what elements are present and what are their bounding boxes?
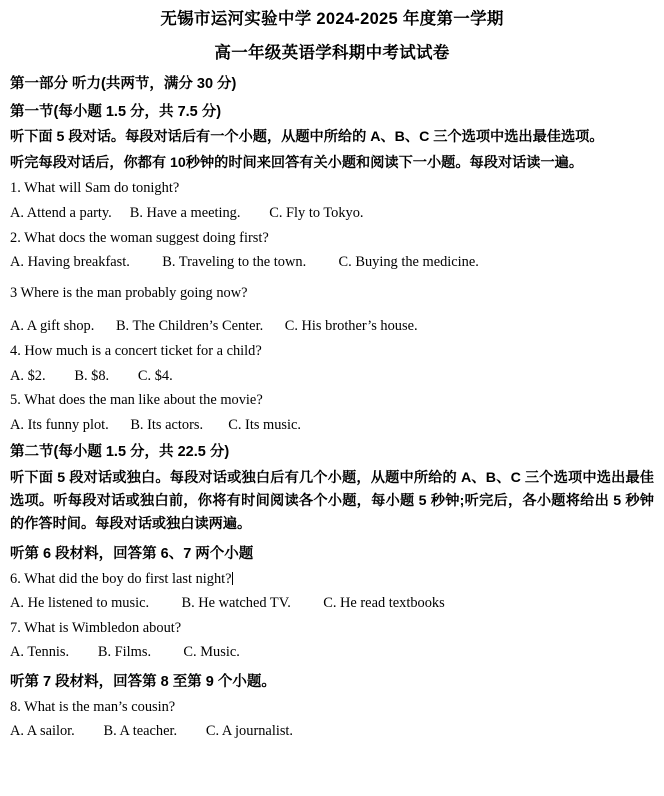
section-one-instruction-1: 听下面 5 段对话。每段对话后有一个小题，从题中所给的 A、B、C 三个选项中选出最佳选项。 xyxy=(10,129,604,146)
section-two-instruction: 听下面 5 段对话或独白。每段对话或独白后有几个小题，从题中所给的 A、B、C 三个选项中选出最佳选项。听每段对话或独白前，你将有时间阅读各个小题，每小题 5 秒钟;听完后，各小题将给出 5 秒钟的作答时间。每段对话或独白读两遍。 xyxy=(10,470,654,533)
text-cursor xyxy=(232,572,233,585)
question-text: 8. What is the man’s cousin? xyxy=(10,698,176,715)
question-options: A. Attend a party. B. Have a meeting. C. Fly to Tokyo. xyxy=(10,204,364,221)
question-options: A. A gift shop. B. The Children’s Center. C. His brother’s house. xyxy=(10,318,418,335)
material-seven-heading: 听第 7 段材料，回答第 8 至第 9 个小题。 xyxy=(10,674,276,691)
question-text-content: 6. What did the boy do first last night? xyxy=(10,570,232,587)
section-one-instruction-2: 听完每段对话后，你都有 10秒钟的时间来回答有关小题和阅读下一小题。每段对话读一遍。 xyxy=(10,155,584,172)
question-text: 2. What docs the woman suggest doing first? xyxy=(10,229,269,246)
section-one-heading: 第一节(每小题 1.5 分，共 7.5 分) xyxy=(10,103,222,120)
page-title-line-1: 无锡市运河实验中学 2024-2025 年度第一学期 xyxy=(160,10,504,28)
question-options: A. $2. B. $8. C. $4. xyxy=(10,367,173,384)
question-options: A. A sailor. B. A teacher. C. A journalist. xyxy=(10,723,294,740)
question-text xyxy=(10,569,654,591)
material-six-heading: 听第 6 段材料，回答第 6、7 两个小题 xyxy=(10,546,254,563)
page-title-line-2: 高一年级英语学科期中考试试卷 xyxy=(214,43,450,62)
section-two-heading: 第二节(每小题 1.5 分，共 22.5 分) xyxy=(10,444,230,461)
part-one-heading: 第一部分 听力(共两节，满分 30 分) xyxy=(10,75,237,92)
question-options: A. He listened to music. B. He watched TV. C. He read textbooks xyxy=(10,595,445,612)
question-options: A. Having breakfast. B. Traveling to the town. C. Buying the medicine. xyxy=(10,254,479,271)
question-text: 5. What does the man like about the movie? xyxy=(10,392,263,409)
question-options: A. Its funny plot. B. Its actors. C. Its music. xyxy=(10,416,301,433)
question-options: A. Tennis. B. Films. C. Music. xyxy=(10,644,240,661)
question-text: 4. How much is a concert ticket for a child? xyxy=(10,343,262,359)
question-text: 3 Where is the man probably going now? xyxy=(10,284,248,301)
question-text: 1. What will Sam do tonight? xyxy=(10,180,180,197)
question-text: 7. What is Wimbledon about? xyxy=(10,619,182,636)
